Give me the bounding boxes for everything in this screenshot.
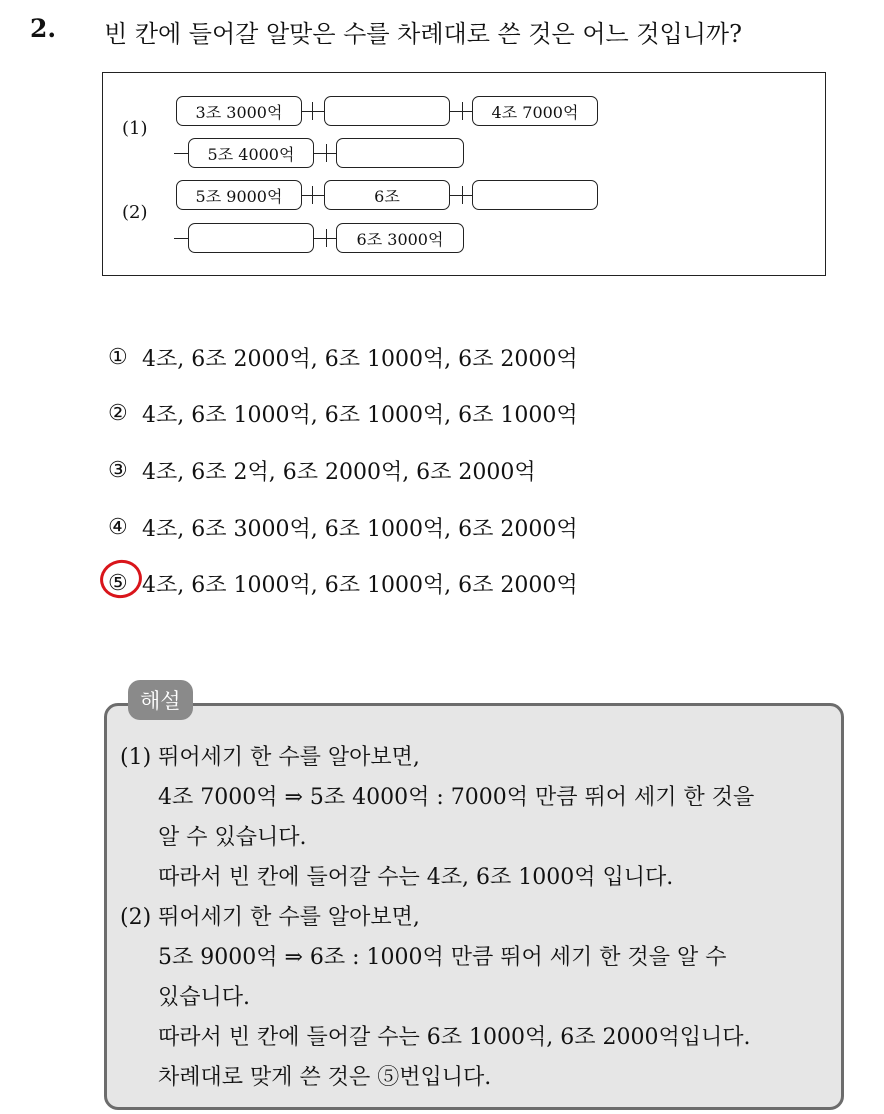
connector	[174, 153, 188, 154]
connector	[174, 238, 188, 239]
connector-tick	[326, 144, 327, 162]
choice-marker: ①	[108, 345, 128, 370]
explanation-tag: 해설	[128, 680, 193, 720]
connector	[302, 111, 324, 112]
connector	[314, 238, 336, 239]
choice-3[interactable]	[108, 455, 536, 486]
choice-marker: ③	[108, 458, 128, 483]
explanation-line: 차례대로 맞게 쓴 것은 ⑤번입니다.	[158, 1065, 492, 1090]
connector-tick	[312, 102, 313, 120]
connector	[302, 195, 324, 196]
choice-text: 4조, 6조 1000억, 6조 1000억, 6조 1000억	[142, 403, 578, 428]
choice-marker: ②	[108, 401, 128, 426]
question-text: 빈 칸에 들어갈 알맞은 수를 차례대로 쓴 것은 어느 것입니까?	[104, 20, 742, 48]
p1-box-2-blank	[324, 96, 450, 126]
connector	[450, 111, 472, 112]
choice-1[interactable]	[108, 342, 578, 373]
choice-text: 4조, 6조 2억, 6조 2000억, 6조 2000억	[142, 460, 536, 485]
explanation-line: 따라서 빈 칸에 들어갈 수는 6조 1000억, 6조 2000억입니다.	[158, 1025, 751, 1050]
choice-5[interactable]	[108, 568, 578, 599]
p2-box-4-blank	[188, 223, 314, 253]
p2-box-2: 6조	[324, 180, 450, 210]
explanation-line: 따라서 빈 칸에 들어갈 수는 4조, 6조 1000억 입니다.	[158, 865, 674, 890]
choice-marker: ⑤	[108, 571, 128, 596]
explanation-line: 있습니다.	[158, 985, 251, 1010]
choice-4[interactable]	[108, 512, 578, 543]
question-number: 2.	[30, 14, 57, 43]
p1-box-1: 3조 3000억	[176, 96, 302, 126]
connector	[314, 153, 336, 154]
p1-box-5-blank	[336, 138, 464, 168]
explanation-line: 알 수 있습니다.	[158, 825, 307, 850]
connector-tick	[326, 229, 327, 247]
explanation-line: (1) 뛰어세기 한 수를 알아보면,	[120, 745, 420, 770]
choice-text: 4조, 6조 3000억, 6조 1000억, 6조 2000억	[142, 517, 578, 542]
choice-text: 4조, 6조 2000억, 6조 1000억, 6조 2000억	[142, 347, 578, 372]
choice-text: 4조, 6조 1000억, 6조 1000억, 6조 2000억	[142, 573, 578, 598]
p2-box-3-blank	[472, 180, 598, 210]
p2-box-5: 6조 3000억	[336, 223, 464, 253]
p1-box-3: 4조 7000억	[472, 96, 598, 126]
connector-tick	[462, 186, 463, 204]
connector	[450, 195, 472, 196]
choice-marker: ④	[108, 515, 128, 540]
explanation-line: (2) 뛰어세기 한 수를 알아보면,	[120, 905, 420, 930]
connector-tick	[462, 102, 463, 120]
connector-tick	[312, 186, 313, 204]
explanation-line: 5조 9000억 ⇒ 6조 : 1000억 만큼 뛰어 세기 한 것을 알 수	[158, 945, 727, 970]
p2-box-1: 5조 9000억	[176, 180, 302, 210]
p1-box-4: 5조 4000억	[188, 138, 314, 168]
part2-label: (2)	[122, 202, 148, 223]
choice-2[interactable]	[108, 398, 578, 429]
part1-label: (1)	[122, 118, 148, 139]
explanation-line: 4조 7000억 ⇒ 5조 4000억 : 7000억 만큼 뛰어 세기 한 것을	[158, 785, 755, 810]
